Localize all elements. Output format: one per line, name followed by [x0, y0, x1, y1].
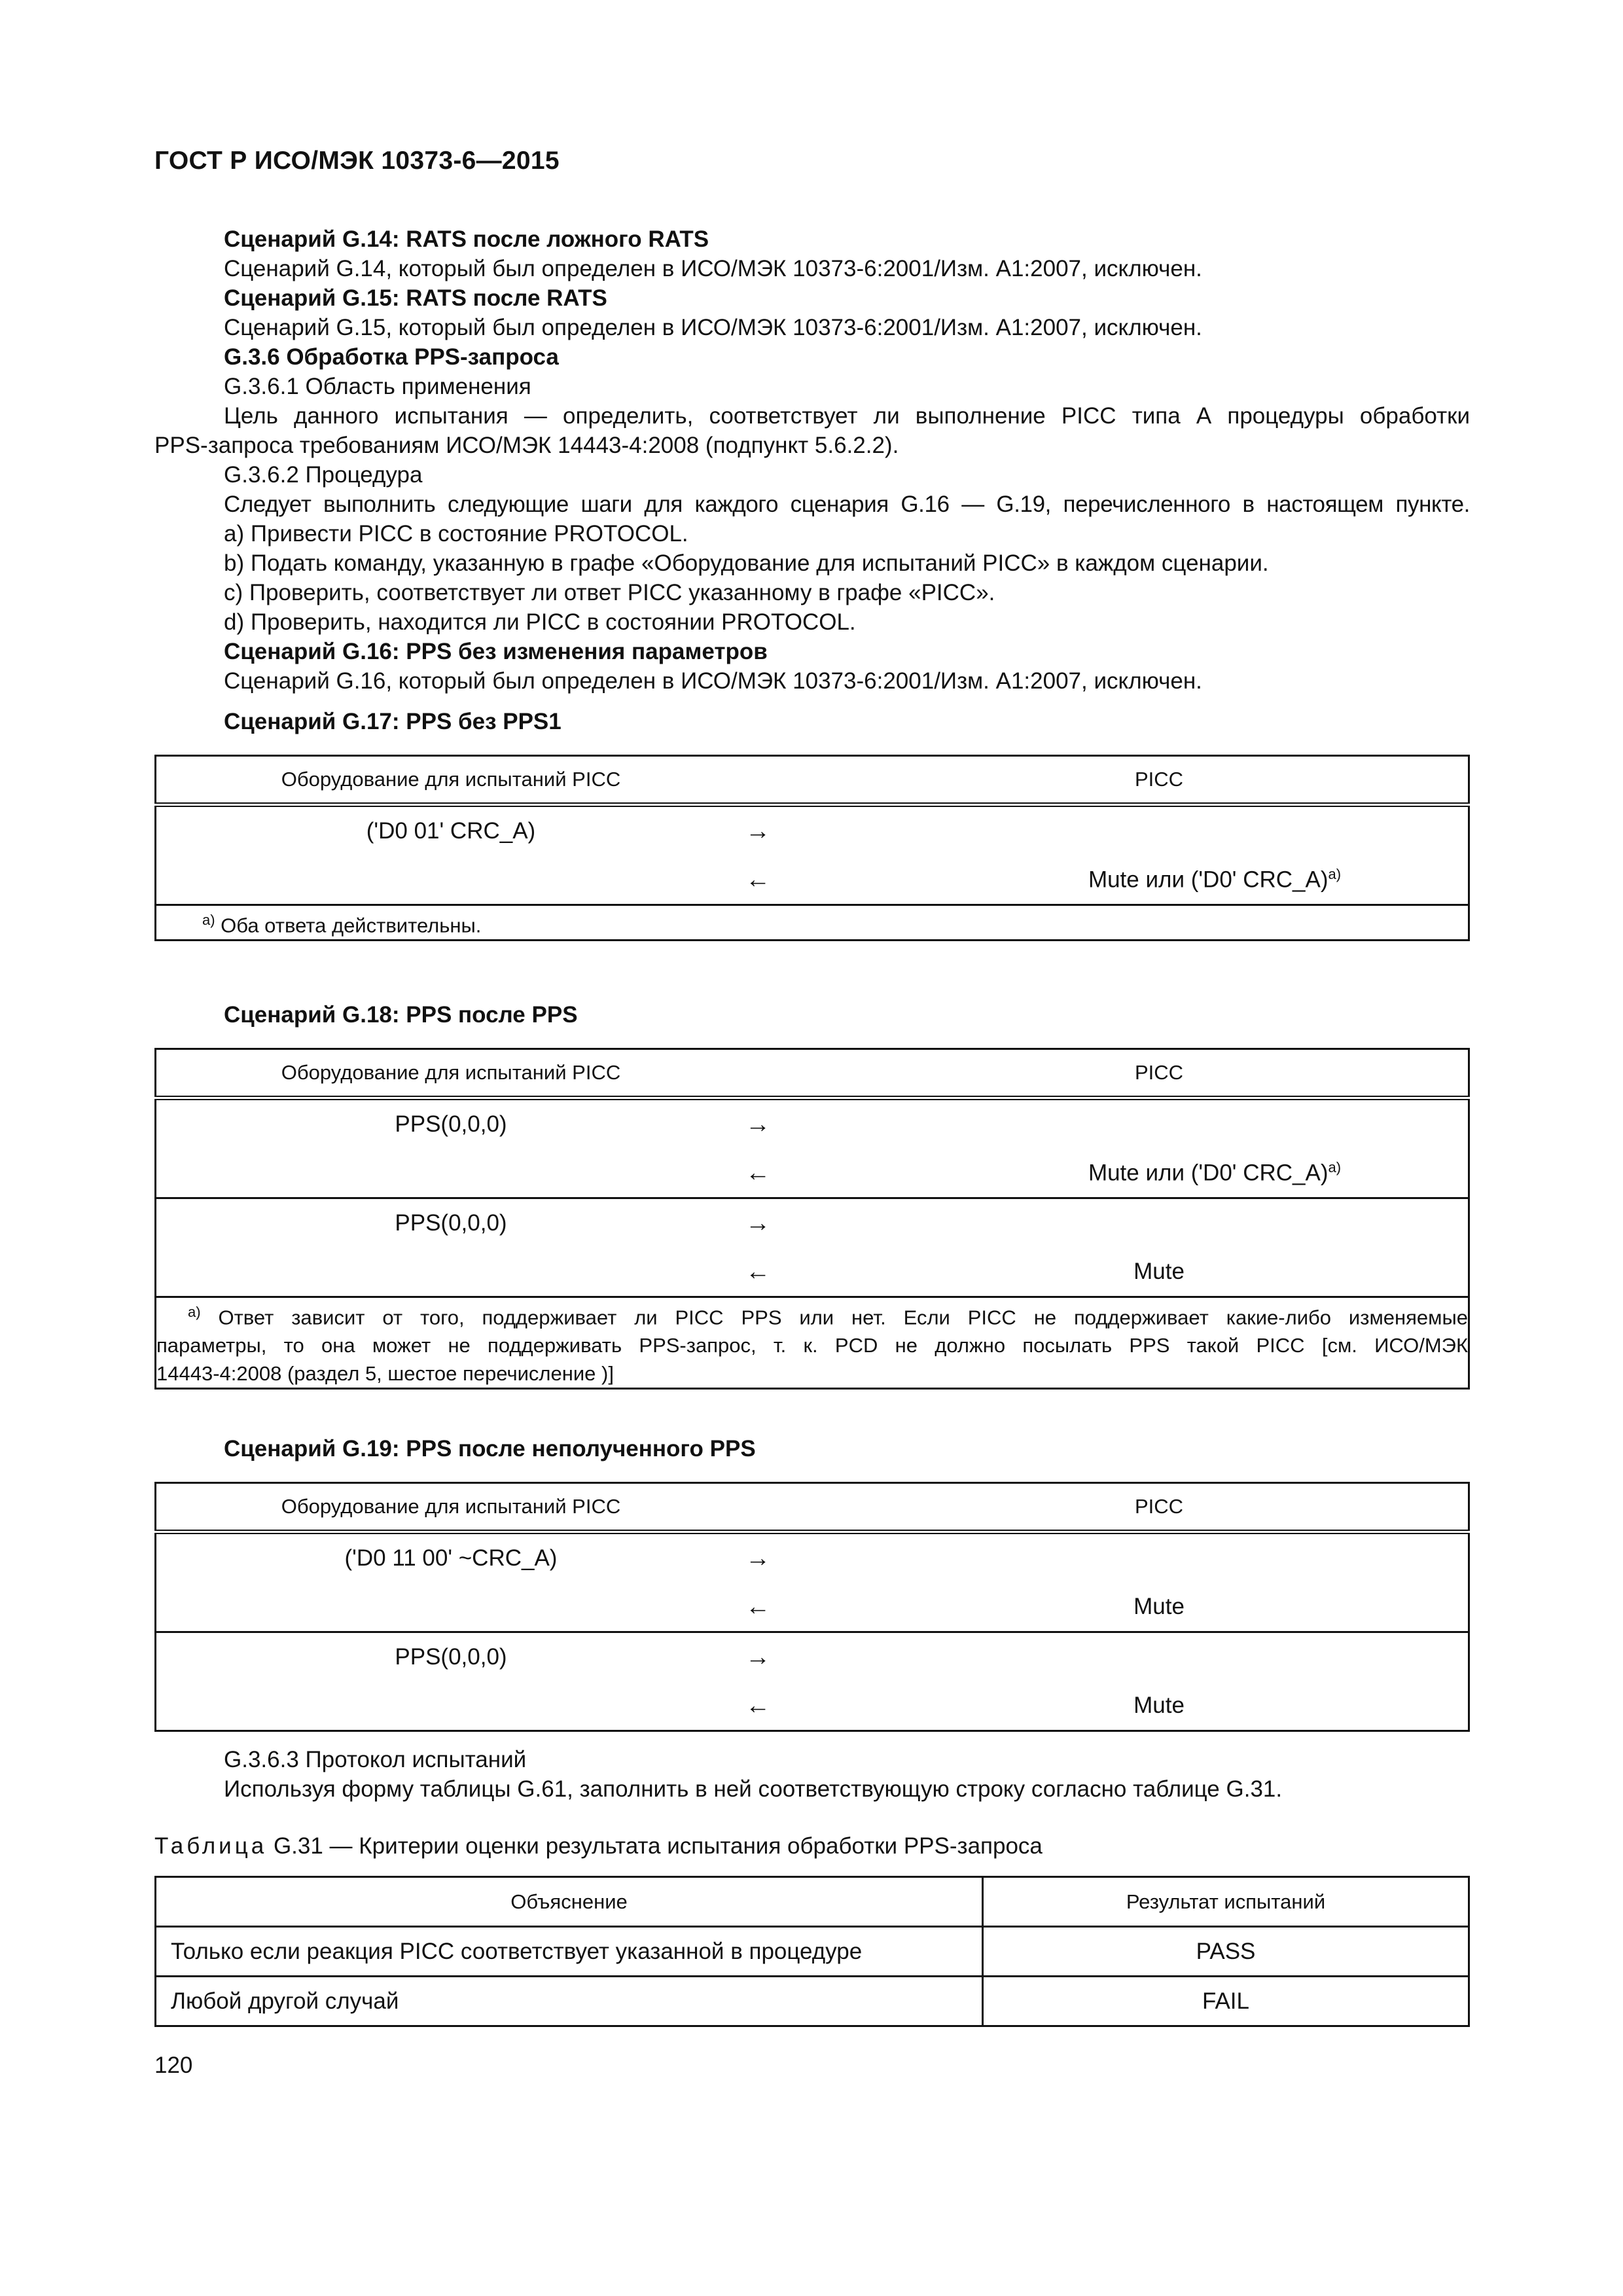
- result-cell: PASS: [983, 1927, 1469, 1977]
- table-row: [156, 1977, 1469, 2026]
- scenario-g16-title: Сценарий G.16: PPS без изменения параметров: [224, 639, 768, 664]
- command-cell: ('D0 01' CRC_A): [366, 818, 536, 844]
- explanation-cell: Только если реакция PICC соответствует указанной в процедуре: [156, 1927, 983, 1977]
- g361-body-line2: PPS-запроса требованиям ИСО/МЭК 14443-4:2008 (подпункт 5.6.2.2).: [154, 433, 899, 458]
- step-a: a) Привести PICC в состояние PROTOCOL.: [224, 521, 688, 547]
- response-cell: Mute: [850, 1247, 1469, 1297]
- subsection-g361-title: G.3.6.1 Область применения: [224, 374, 531, 399]
- g361-body-line1: Цель данного испытания — определить, соответствует ли выполнение PICC типа А процедуры обработки: [224, 403, 1470, 429]
- command-cell: PPS(0,0,0): [395, 1644, 507, 1670]
- scenario-g17-table: [154, 755, 1470, 941]
- scenario-g15-body: Сценарий G.15, который был определен в ИСО/МЭК 10373-6:2001/Изм. А1:2007, исключен.: [224, 315, 1202, 340]
- arrow-right-icon: →: [745, 1110, 770, 1138]
- arrow-right-icon: →: [745, 1209, 770, 1237]
- command-cell: ('D0 11 00' ~CRC_A): [344, 1545, 558, 1571]
- table-footnote: $^{a)}$ Ответ зависит от того, поддерживает ли PICC PPS или нет. Если PICC не поддерживает какие-либо изменяемые параметры, то она может не поддерживать PPS-запрос, т. к. PCD не должно посылать PPS такой PICC [см. ИСО/МЭК 14443-4:2008 (раздел 5, шестое перечисление )]: [156, 1304, 1469, 1386]
- column-header-picc: PICC: [850, 1483, 1469, 1532]
- criteria-table: [154, 1876, 1470, 2027]
- arrow-right-icon: →: [745, 1544, 770, 1572]
- step-c: c) Проверить, соответствует ли ответ PICC указанному в графе «PICC».: [224, 580, 995, 605]
- arrow-right-icon: →: [745, 1643, 770, 1671]
- step-b: b) Подать команду, указанную в графе «Оборудование для испытаний PICC» в каждом сценарии.: [224, 550, 1269, 576]
- command-cell: PPS(0,0,0): [395, 1210, 507, 1236]
- response-cell: Mute или ('D0' CRC_A)$^{a)}$: [850, 1149, 1469, 1198]
- section-g36-title: G.3.6 Обработка PPS-запроса: [224, 344, 559, 370]
- arrow-right-icon: →: [745, 817, 770, 845]
- column-header-picc: PICC: [850, 756, 1469, 805]
- response-cell: Mute: [850, 1583, 1469, 1632]
- scenario-g19-title: Сценарий G.19: PPS после неполученного PPS: [224, 1436, 756, 1462]
- g363-body: Используя форму таблицы G.61, заполнить в ней соответствующую строку согласно таблице G.31.: [224, 1776, 1283, 1802]
- response-cell: Mute или ('D0' CRC_A)$^{a)}$: [850, 855, 1469, 905]
- scenario-g14-title: Сценарий G.14: RATS после ложного RATS: [224, 226, 709, 252]
- scenario-g18-title: Сценарий G.18: PPS после PPS: [224, 1002, 578, 1028]
- scenario-g18-table: [154, 1048, 1470, 1390]
- subsection-g363-title: G.3.6.3 Протокол испытаний: [224, 1747, 527, 1772]
- column-header-result: Результат испытаний: [983, 1877, 1469, 1927]
- subsection-g362-title: G.3.6.2 Процедура: [224, 462, 423, 488]
- column-header-equipment: Оборудование для испытаний PICC: [156, 756, 746, 805]
- scenario-g15-title: Сценарий G.15: RATS после RATS: [224, 285, 607, 311]
- arrow-left-icon: ←: [745, 1247, 850, 1297]
- column-header-equipment: Оборудование для испытаний PICC: [156, 1483, 746, 1532]
- command-cell: PPS(0,0,0): [395, 1111, 507, 1137]
- g362-body: Следует выполнить следующие шаги для каждого сценария G.16 — G.19, перечисленного в настоящем пункте.: [224, 492, 1470, 517]
- column-header-explanation: Объяснение: [156, 1877, 983, 1927]
- column-header-picc: PICC: [850, 1049, 1469, 1098]
- scenario-g17-title: Сценарий G.17: PPS без PPS1: [224, 709, 562, 734]
- response-cell: Mute: [1133, 1693, 1185, 1718]
- scenario-g19-table: [154, 1482, 1470, 1732]
- arrow-left-icon: ←: [745, 855, 850, 905]
- explanation-cell: Любой другой случай: [156, 1977, 983, 2026]
- table-caption: Таблица G.31 — Критерии оценки результата испытания обработки PPS-запроса: [154, 1833, 1043, 1859]
- arrow-left-icon: ←: [745, 1583, 850, 1632]
- column-header-equipment: Оборудование для испытаний PICC: [156, 1049, 746, 1098]
- arrow-left-icon: ←: [745, 1149, 850, 1198]
- page-number: 120: [154, 2053, 193, 2078]
- document-header: ГОСТ Р ИСО/МЭК 10373-6—2015: [154, 147, 560, 175]
- table-footnote: $^{a)}$ Оба ответа действительны.: [202, 912, 482, 937]
- result-cell: FAIL: [983, 1977, 1469, 2026]
- scenario-g14-body: Сценарий G.14, который был определен в ИСО/МЭК 10373-6:2001/Изм. А1:2007, исключен.: [224, 256, 1202, 281]
- table-row: [156, 1927, 1469, 1977]
- arrow-left-icon: ←: [745, 1691, 770, 1719]
- scenario-g16-body: Сценарий G.16, который был определен в ИСО/МЭК 10373-6:2001/Изм. А1:2007, исключен.: [224, 668, 1202, 694]
- step-d: d) Проверить, находится ли PICC в состоянии PROTOCOL.: [224, 609, 856, 635]
